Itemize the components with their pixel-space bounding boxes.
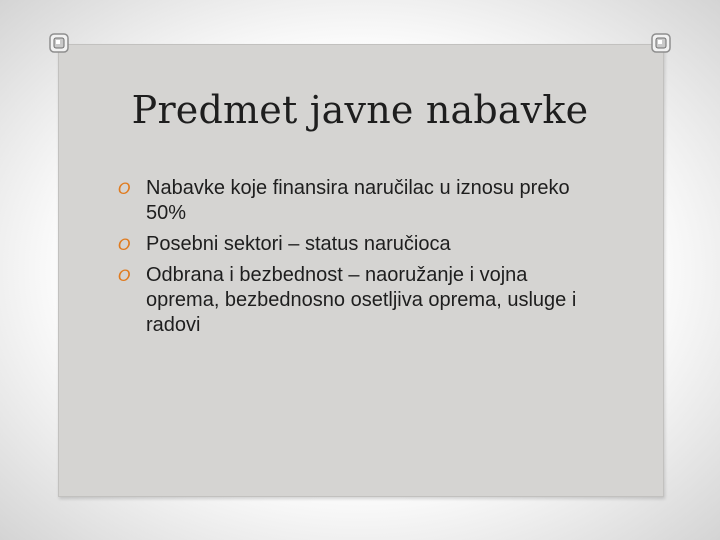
bullet-text: Odbrana i bezbednost – naoružanje i vojna oprema, bezbednosno osetljiva oprema, usluge i radovi [146, 264, 577, 336]
bullet-item [118, 232, 598, 257]
bullet-text: Posebni sektori – status naručioca [146, 233, 451, 255]
bullet-marker-icon: O [118, 179, 131, 198]
bullet-list [118, 176, 598, 344]
pin-icon [48, 32, 70, 54]
bullet-marker-icon: O [118, 266, 131, 285]
bullet-item [118, 263, 598, 338]
bullet-marker-icon: O [118, 235, 131, 254]
bullet-item [118, 176, 598, 226]
slide-title: Predmet javne nabavke [131, 88, 589, 132]
pin-icon [650, 32, 672, 54]
bullet-text: Nabavke koje finansira naručilac u iznosu preko 50% [146, 177, 570, 224]
